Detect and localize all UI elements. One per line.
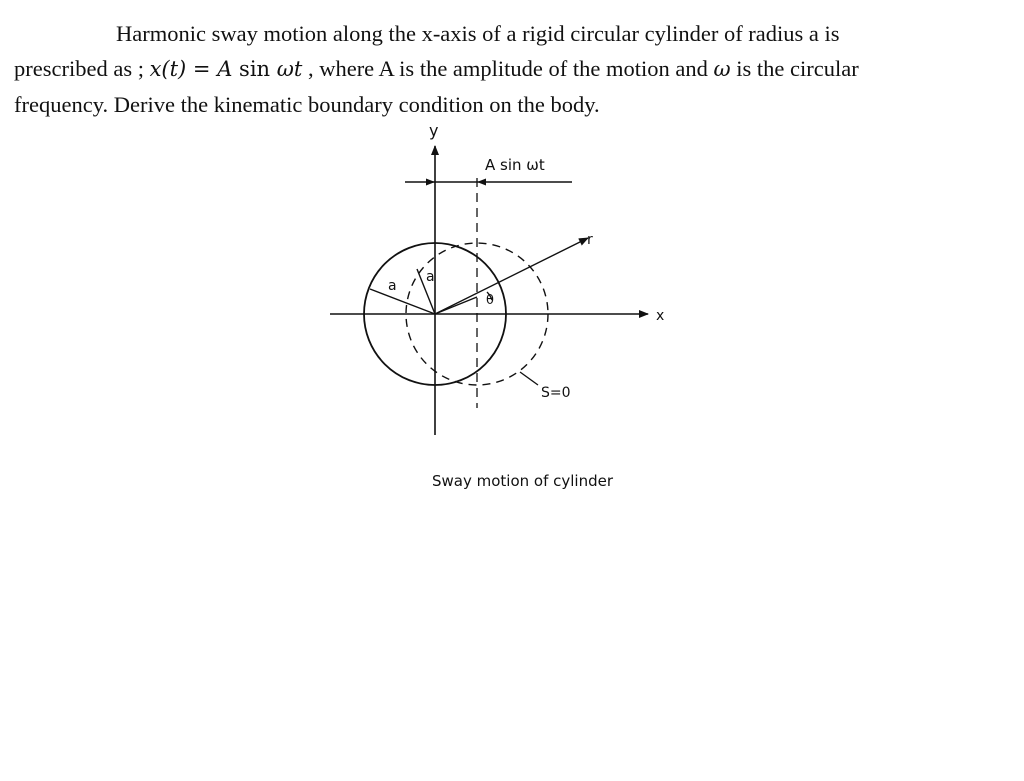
formula-lhs: x(t): [149, 57, 187, 81]
problem-line-1: Harmonic sway motion along the x-axis of a rigid circular cylinder of radius a is: [116, 21, 840, 46]
formula-equals: =: [186, 57, 218, 81]
theta-label: θ: [486, 293, 494, 308]
displacement-label: A sin ωt: [485, 156, 545, 174]
surface-leader-line: [520, 372, 538, 385]
radius-label-right: a: [426, 269, 435, 285]
problem-line-2-prefix: prescribed as ;: [14, 56, 150, 81]
formula-argument: ωt: [276, 57, 303, 81]
displacement-arrow-left: [426, 179, 435, 186]
omega-symbol: ω: [713, 57, 731, 81]
y-axis-label: y: [429, 121, 439, 140]
radius-line-left: [370, 289, 435, 314]
r-vector: [435, 238, 588, 314]
surface-label: S=0: [541, 385, 571, 401]
problem-line-3: frequency. Derive the kinematic boundary condition on the body.: [14, 92, 600, 117]
problem-line-2-suffix: , where A is the amplitude of the motion and: [302, 56, 714, 81]
r-label: r: [587, 232, 593, 248]
figure-caption: Sway motion of cylinder: [432, 472, 614, 490]
displacement-arrow-right: [477, 179, 486, 186]
x-axis-label: x: [656, 308, 665, 324]
formula-sin: sin: [232, 57, 277, 81]
problem-line-2-end: is the circular: [730, 56, 859, 81]
radius-label-left: a: [388, 278, 397, 294]
formula-amplitude: A: [217, 57, 233, 81]
